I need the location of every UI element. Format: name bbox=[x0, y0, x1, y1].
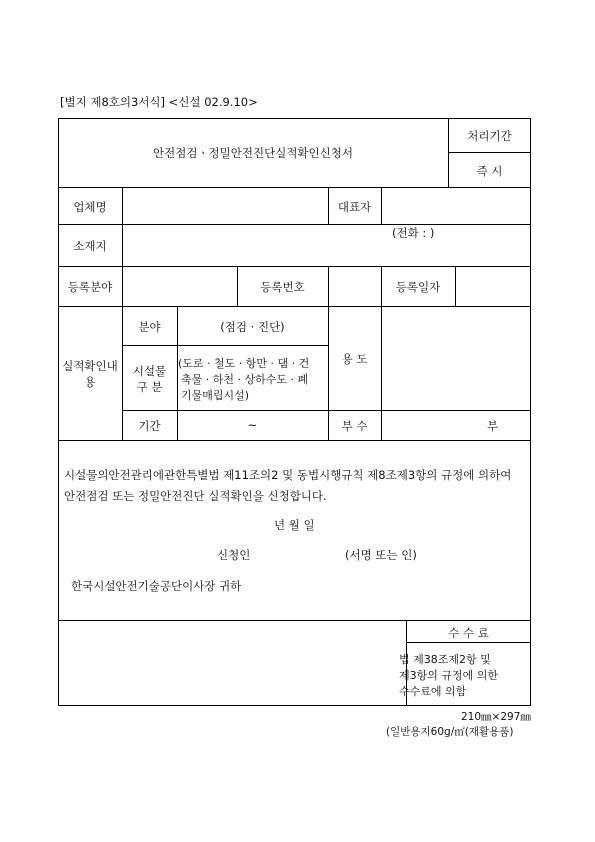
location-label: 소재지 bbox=[73, 239, 107, 253]
paper-size: 210㎜×297㎜ bbox=[461, 711, 531, 723]
divider bbox=[455, 266, 456, 306]
fee-label: 수 수 료 bbox=[448, 626, 489, 640]
registration-field-label: 등록분야 bbox=[67, 280, 113, 294]
representative-label: 대표자 bbox=[337, 200, 372, 214]
fee-description-line: 수수료에 의함 bbox=[399, 685, 467, 698]
facility-types-line: (도로 · 철도 · 항만 · 댐 · 건 bbox=[178, 357, 310, 370]
form-header-note: [별지 제8호의3서식] <신설 02.9.10> bbox=[60, 95, 258, 109]
divider bbox=[122, 410, 531, 411]
facility-label: 시설물 bbox=[132, 364, 167, 378]
fee-description-line: 제3항의 규정에 의한 bbox=[399, 669, 498, 682]
application-date: 년 월 일 bbox=[274, 518, 315, 532]
application-form bbox=[58, 118, 531, 706]
phone-label: (전화 : ) bbox=[392, 226, 435, 240]
signature-label: (서명 또는 인) bbox=[345, 548, 417, 562]
divider bbox=[381, 187, 382, 224]
facility-types-line: 축물 · 하천 · 상하수도 · 폐 bbox=[181, 373, 309, 386]
period-label: 기간 bbox=[138, 419, 161, 433]
divider bbox=[122, 345, 329, 346]
field-label: 분야 bbox=[138, 320, 161, 334]
registration-date-label: 등록일자 bbox=[395, 280, 441, 294]
registration-number-label: 등록번호 bbox=[260, 280, 305, 294]
divider bbox=[122, 187, 123, 306]
divider bbox=[58, 187, 531, 188]
copies-label: 부 수 bbox=[341, 419, 368, 433]
divider bbox=[381, 306, 382, 440]
usage-label: 용 도 bbox=[341, 352, 368, 366]
performance-label-cont: 용 bbox=[84, 375, 96, 389]
processing-period-value: 즉 시 bbox=[476, 164, 503, 178]
divider bbox=[58, 224, 531, 225]
divider bbox=[328, 266, 329, 306]
recipient: 한국시설안전기술공단이사장 귀하 bbox=[71, 579, 242, 593]
field-value: (점검 · 진단) bbox=[220, 320, 285, 334]
applicant-label: 신청인 bbox=[217, 548, 251, 562]
performance-label: 실적확인내 bbox=[62, 359, 118, 373]
divider bbox=[406, 642, 531, 643]
fee-description-line: 법 제38조제2항 및 bbox=[399, 653, 491, 666]
divider bbox=[58, 620, 531, 621]
divider bbox=[58, 266, 531, 267]
form-title: 안전점검ㆍ정밀안전진단실적확인신청서 bbox=[153, 146, 353, 160]
paper-spec: (일반용지60g/㎡(재활용품) bbox=[386, 726, 514, 738]
divider bbox=[58, 440, 531, 441]
processing-period-label: 처리기간 bbox=[467, 129, 512, 143]
facility-label-cont: 구 분 bbox=[136, 380, 163, 394]
application-statement: 시설물의안전관리에관한특별법 제11조의2 및 동법시행규칙 제8조제3항의 규정에 의하여 안전점검 또는 정밀안전진단 실적확인을 신청합니다. bbox=[64, 468, 512, 503]
divider bbox=[58, 306, 531, 307]
period-value: ~ bbox=[247, 418, 258, 432]
copies-unit: 부 bbox=[487, 419, 499, 433]
facility-types-line: 기물매립시설) bbox=[181, 389, 250, 402]
company-name-label: 업체명 bbox=[73, 200, 107, 214]
divider bbox=[448, 152, 531, 153]
